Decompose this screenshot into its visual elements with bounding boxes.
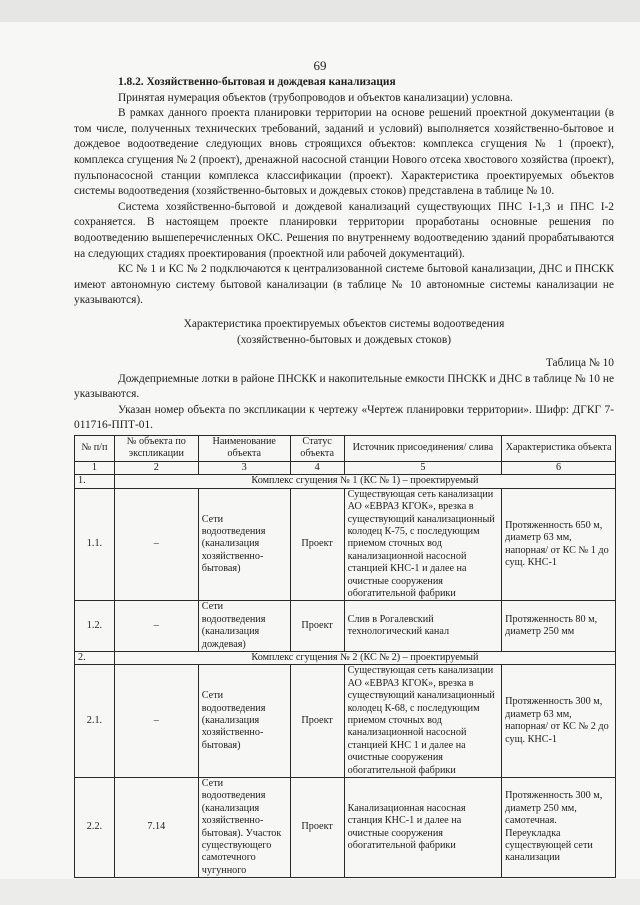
page-number: 69 <box>313 58 327 73</box>
header-name: Наименование объекта <box>198 436 290 462</box>
row-expl: – <box>114 665 198 778</box>
paragraph-3: Система хозяйственно-бытовой и дождевой канализаций существующих ПНС I-1,3 и ПНС I-2 сохраняется. В настоящем проекте планировки территории проработаны основные решения по водоотведению вышеперечисленных ОКС. Решения по внутреннему водоотведению зданий прорабатываются на следующих стадиях проектирования (проектной или рабочей документаций). <box>74 200 614 260</box>
section-row-1 <box>75 475 616 488</box>
paragraph-1: Принятая нумерация объектов (трубопроводов и объектов канализации) условна. <box>118 91 513 104</box>
table-row <box>75 601 616 652</box>
row-char: Протяженность 80 м, диаметр 250 мм <box>502 601 616 652</box>
row-source: Слив в Рогалевский технологический канал <box>344 601 502 652</box>
row-char: Протяженность 650 м, диаметр 63 мм, напорная/ от КС № 1 до сущ. КНС-1 <box>502 488 616 601</box>
row-char: Протяженность 300 м, диаметр 250 мм, самотечная. Переукладка существующей сети канализации <box>502 778 616 878</box>
row-source: Канализационная насосная станция КНС-1 и далее на очистные сооружения обогатительной фабрики <box>344 778 502 878</box>
row-expl: – <box>114 601 198 652</box>
header-expl: № объекта по экспликации <box>114 436 198 462</box>
row-expl: 7.14 <box>114 778 198 878</box>
document-body <box>74 75 614 878</box>
section-num: 2. <box>75 651 115 664</box>
note-2: Указан номер объекта по экспликации к чертежу «Чертеж планировки территории». Шифр: ДГКГ 7-011716-ППТ-01. <box>74 403 614 432</box>
header-source: Источник присоединения/ слива <box>344 436 502 462</box>
table-caption-line-2: (хозяйственно-бытовых и дождевых стоков) <box>236 333 452 346</box>
row-name: Сети водоотведения (канализация хозяйственно-бытовая) <box>198 665 290 778</box>
header-status: Статус объекта <box>290 436 344 462</box>
section-heading: 1.8.2. Хозяйственно-бытовая и дождевая канализация <box>118 76 396 88</box>
row-num: 2.2. <box>75 778 115 878</box>
row-num: 2.1. <box>75 665 115 778</box>
header-char: Характеристика объекта <box>502 436 616 462</box>
table-label: Таблица № 10 <box>545 357 614 370</box>
table-caption-line-1: Характеристика проектируемых объектов системы водоотведения <box>183 317 505 330</box>
drainage-objects-table <box>74 435 616 878</box>
row-status: Проект <box>290 601 344 652</box>
row-name: Сети водоотведения (канализация дождевая) <box>198 601 290 652</box>
col-number: 3 <box>198 461 290 474</box>
table-row <box>75 488 616 601</box>
table-row <box>75 665 616 778</box>
paragraph-4: КС № 1 и КС № 2 подключаются к централизованной системе бытовой канализации, ДНС и ПНСКК имеют автономную систему бытовой канализации (в таблице № 10 автономные системы канализации не указываются). <box>74 263 614 307</box>
row-source: Существующая сеть канализации АО «ЕВРАЗ КГОК», врезка в существующий канализационный колодец К-68, с последующим приемом сточных вод канализационной насосной станцией КНС 1 и далее на очистные сооружения обогатительной фабрики <box>344 665 502 778</box>
note-1: Дождеприемные лотки в районе ПНСКК и накопительные емкости ПНСКК и ДНС в таблице № 10 не указываются. <box>74 372 614 401</box>
table-caption <box>74 317 614 348</box>
row-name: Сети водоотведения (канализация хозяйственно-бытовая) <box>198 488 290 601</box>
row-name: Сети водоотведения (канализация хозяйственно-бытовая). Участок существующего самотечного чугунного <box>198 778 290 878</box>
column-numbering-row <box>75 461 616 474</box>
col-number: 6 <box>502 461 616 474</box>
table-header-row <box>75 436 616 462</box>
row-status: Проект <box>290 665 344 778</box>
col-number: 4 <box>290 461 344 474</box>
row-num: 1.1. <box>75 488 115 601</box>
row-expl: – <box>114 488 198 601</box>
row-status: Проект <box>290 488 344 601</box>
row-char: Протяженность 300 м, диаметр 63 мм, напорная/ от КС № 2 до сущ. КНС-1 <box>502 665 616 778</box>
section-num: 1. <box>75 475 115 488</box>
col-number: 1 <box>75 461 115 474</box>
table-row <box>75 778 616 878</box>
col-number: 5 <box>344 461 502 474</box>
row-num: 1.2. <box>75 601 115 652</box>
col-number: 2 <box>114 461 198 474</box>
section-row-2 <box>75 651 616 664</box>
row-status: Проект <box>290 778 344 878</box>
section-title: Комплекс сгущения № 2 (КС № 2) – проектируемый <box>114 651 615 664</box>
paragraph-2: В рамках данного проекта планировки территории на основе решений проектной документации (в том числе, полученных технических требований, заданий и условий) выполняется хозяйственно-бытовое и дождевое водоотведение следующих вновь строящихся объектов: комплекса сгущения № 1 (проект), комплекса сгущения № 2 (проект), дренажной насосной станции Нового отсека хвостового хозяйства (проект), пульпонасосной станции комплекса классификации (проект). Характеристика проектируемых объектов системы водоотведения (хозяйственно-бытовых и дождевых стоков) представлена в таблице № 10. <box>74 107 614 198</box>
scan-top-band <box>0 0 640 22</box>
section-title: Комплекс сгущения № 1 (КС № 1) – проектируемый <box>114 475 615 488</box>
row-source: Существующая сеть канализации АО «ЕВРАЗ КГОК», врезка в существующий канализационный колодец К-75, с последующим приемом сточных вод канализационной насосной станцией КНС-1 и далее на очистные сооружения обогатительной фабрики <box>344 488 502 601</box>
scan-bottom-band <box>0 879 640 905</box>
header-num: № п/п <box>75 436 115 462</box>
